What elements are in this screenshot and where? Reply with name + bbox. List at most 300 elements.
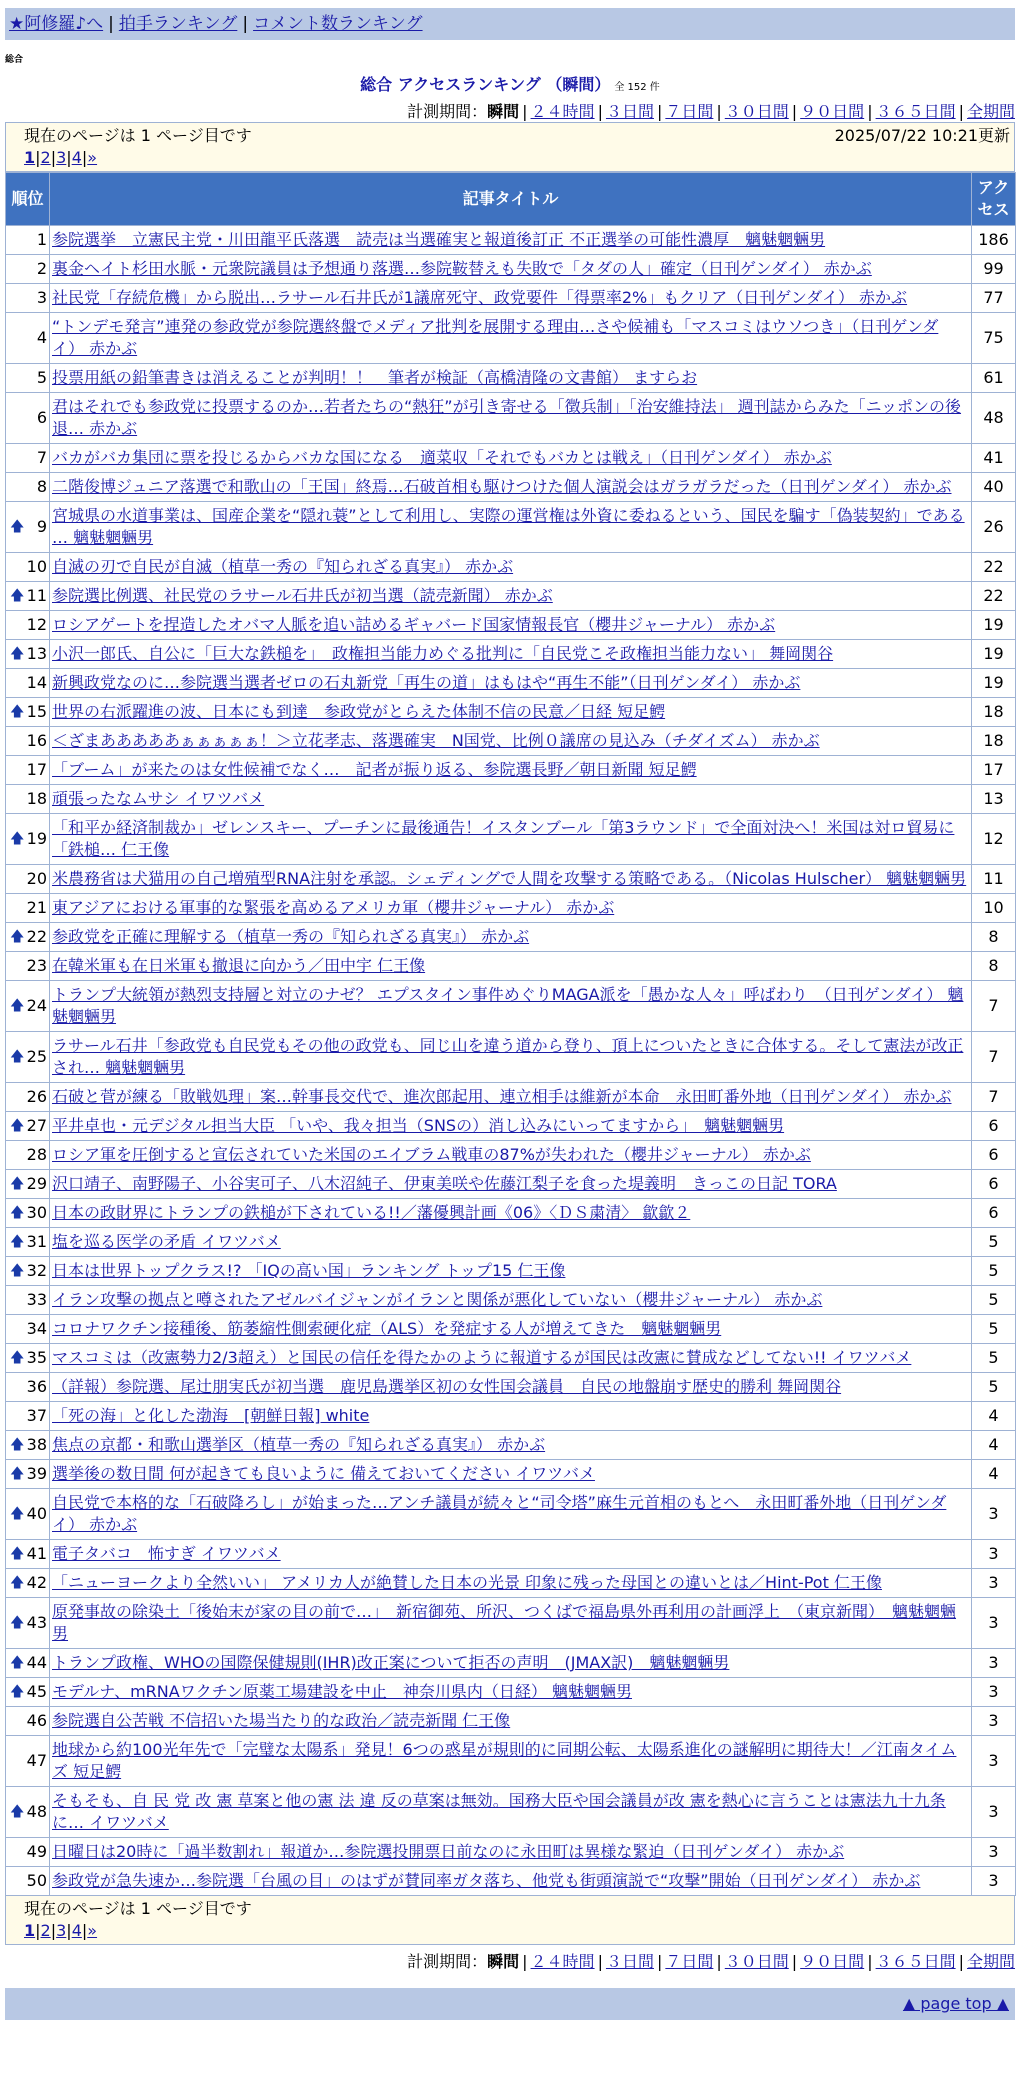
table-row: [6, 785, 1016, 814]
period-separator: |: [716, 1952, 722, 1971]
rank-number: 47: [26, 1751, 47, 1770]
article-link[interactable]: トランプ政権、WHOの国際保健規則(IHR)改正案について拒否の声明 (JMAX訳) 魑魅魍魎男: [52, 1653, 730, 1672]
up-arrow-icon: 🡅: [10, 1684, 25, 1700]
title-cell: [50, 952, 972, 981]
article-link[interactable]: 裏金ヘイト杉田水脈・元衆院議員は予想通り落選…参院鞍替えも失敗で「タダの人」確定（日刊ゲンダイ） 赤かぶ: [52, 259, 872, 278]
period-link[interactable]: ７日間: [665, 102, 714, 121]
title-cell: [50, 1402, 972, 1431]
up-arrow-icon: 🡅: [10, 1546, 25, 1562]
title-cell: [50, 1736, 972, 1787]
rank-number: 5: [36, 368, 47, 387]
rank-number: 7: [36, 448, 47, 467]
rank-number: 15: [26, 702, 47, 721]
article-link[interactable]: そもそも、自 民 党 改 憲 草案と他の憲 法 違 反の草案は無効。国務大臣や国会議員が改 憲を熱心に言うことは憲法九十九条に… イワツバメ: [52, 1791, 946, 1832]
rank-cell: [6, 1373, 50, 1402]
rank-number: 38: [26, 1435, 47, 1454]
article-link[interactable]: マスコミは（改憲勢力2/3超え）と国民の信任を得たかのように報道するが国民は改憲に賛成などしてない!! イワツバメ: [52, 1348, 912, 1367]
period-separator: |: [716, 102, 722, 121]
rank-number: 21: [26, 898, 47, 917]
rank-cell: [6, 1083, 50, 1112]
rank-cell: [6, 669, 50, 698]
article-link[interactable]: 日曜日は20時に「過半数割れ」報道か…参院選投開票日前なのに永田町は異様な緊迫（日刊ゲンダイ） 赤かぶ: [52, 1842, 845, 1861]
access-count: 4: [972, 1402, 1016, 1431]
article-link[interactable]: 社民党「存続危機」から脱出…ラサール石井氏が1議席死守、政党要件「得票率2%」もクリア（日刊ゲンダイ） 赤かぶ: [52, 288, 908, 307]
period-link[interactable]: ９０日間: [800, 1952, 865, 1971]
rank-number: 42: [26, 1573, 47, 1592]
period-separator: |: [522, 102, 528, 121]
period-selector-bottom: [5, 1949, 1015, 1972]
pager-status-row: [24, 1898, 1010, 1920]
title-cell: [50, 981, 972, 1032]
access-count: 19: [972, 611, 1016, 640]
rank-number: 41: [26, 1544, 47, 1563]
access-count: 11: [972, 865, 1016, 894]
title-cell: [50, 284, 972, 313]
access-count: 10: [972, 894, 1016, 923]
access-count: 5: [972, 1257, 1016, 1286]
table-row: [6, 952, 1016, 981]
period-link[interactable]: 全期間: [966, 102, 1015, 121]
access-count: 4: [972, 1431, 1016, 1460]
period-link[interactable]: ２４時間: [530, 1952, 595, 1971]
rank-number: 29: [26, 1174, 47, 1193]
up-arrow-icon: 🡅: [10, 1234, 25, 1250]
clap-ranking-link[interactable]: 拍手ランキング: [118, 14, 238, 34]
article-link[interactable]: 新興政党なのに…参院選当選者ゼロの石丸新党「再生の道」はもはや“再生不能”（日刊ゲンダイ） 赤かぶ: [52, 673, 801, 692]
table-header-row: [6, 173, 1016, 226]
page-link[interactable]: 2: [40, 148, 51, 167]
period-separator: |: [597, 1952, 603, 1971]
article-link[interactable]: 「ニューヨークより全然いい」 アメリカ人が絶賛した日本の光景 印象に残った母国との違いとは／Hint-Pot 仁王像: [52, 1573, 882, 1592]
article-link[interactable]: ラサール石井「参政党も自民党もその他の政党も、同じ山を違う道から登り、頂上についたときに合体する。そして憲法が改正され… 魑魅魍魎男: [52, 1036, 964, 1077]
rank-cell: [6, 582, 50, 611]
access-count: 22: [972, 553, 1016, 582]
access-count: 5: [972, 1286, 1016, 1315]
article-link[interactable]: 東アジアにおける軍事的な緊張を高めるアメリカ軍（櫻井ジャーナル） 赤かぶ: [52, 898, 615, 917]
article-link[interactable]: 焦点の京都・和歌山選挙区（植草一秀の『知られざる真実』） 赤かぶ: [52, 1435, 546, 1454]
table-row: [6, 756, 1016, 785]
article-link[interactable]: イラン攻撃の拠点と噂されたアゼルバイジャンがイランと関係が悪化していない（櫻井ジャーナル） 赤かぶ: [52, 1290, 823, 1309]
page-link[interactable]: »: [87, 148, 98, 167]
article-link[interactable]: モデルナ、mRNAワクチン原薬工場建設を中止 神奈川県内（日経） 魑魅魍魎男: [52, 1682, 632, 1701]
rank-cell: [6, 226, 50, 255]
rank-number: 22: [26, 927, 47, 946]
table-row: [6, 1460, 1016, 1489]
rank-number: 23: [26, 956, 47, 975]
up-arrow-icon: 🡅: [10, 1466, 25, 1482]
table-row: [6, 640, 1016, 669]
rank-number: 50: [26, 1871, 47, 1890]
rank-number: 19: [26, 829, 47, 848]
rank-cell: [6, 255, 50, 284]
article-link[interactable]: バカがバカ集団に票を投じるからバカな国になる 適菜収「それでもバカとは戦え」（日刊ゲンダイ） 赤かぶ: [52, 448, 832, 467]
table-row: [6, 923, 1016, 952]
page-link[interactable]: 1: [24, 148, 36, 167]
period-link[interactable]: 全期間: [966, 1952, 1015, 1971]
rank-cell: [6, 1787, 50, 1838]
rank-number: 14: [26, 673, 47, 692]
article-link[interactable]: 沢口靖子、南野陽子、小谷実可子、八木沼純子、伊東美咲や佐藤江梨子を食った堤義明 きっこの日記 TORA: [52, 1174, 837, 1193]
table-row: [6, 814, 1016, 865]
table-row: [6, 553, 1016, 582]
title-cell: [50, 502, 972, 553]
title-cell: [50, 756, 972, 785]
title-cell: [50, 1170, 972, 1199]
rank-cell: [6, 473, 50, 502]
table-row: [6, 1032, 1016, 1083]
rank-cell: [6, 1736, 50, 1787]
page-link[interactable]: »: [87, 1921, 98, 1940]
table-row: [6, 444, 1016, 473]
pager-status: 現在のページは 1 ページ目です: [24, 126, 252, 145]
title-cell: [50, 1598, 972, 1649]
rank-cell: [6, 923, 50, 952]
title-cell: [50, 1707, 972, 1736]
title-cell: [50, 923, 972, 952]
article-link[interactable]: 「和平か経済制裁か」ゼレンスキー、プーチンに最後通告！イスタンブール「第3ラウンド」で全面対決へ！米国は対ロ貿易に「鉄槌… 仁王像: [52, 818, 955, 859]
article-link[interactable]: ロシアゲートを捏造したオバマ人脈を追い詰めるギャバード国家情報長官（櫻井ジャーナル） 赤かぶ: [52, 615, 776, 634]
access-count: 6: [972, 1170, 1016, 1199]
title-cell: [50, 255, 972, 284]
access-count: 8: [972, 952, 1016, 981]
table-row: [6, 1228, 1016, 1257]
up-arrow-icon: 🡅: [10, 1350, 25, 1366]
rank-number: 48: [26, 1802, 47, 1821]
up-arrow-icon: 🡅: [10, 998, 25, 1014]
rank-number: 39: [26, 1464, 47, 1483]
article-link[interactable]: 塩を巡る医学の矛盾 イワツバメ: [52, 1232, 281, 1251]
article-link[interactable]: 選挙後の数日間 何が起きても良いように 備えておいてください イワツバメ: [52, 1464, 595, 1483]
rank-number: 3: [36, 288, 47, 307]
title-cell: [50, 582, 972, 611]
access-count: 3: [972, 1736, 1016, 1787]
nav-separator: |: [108, 14, 114, 34]
rank-cell: [6, 1257, 50, 1286]
table-row: [6, 1112, 1016, 1141]
period-selector: [5, 99, 1015, 122]
article-link[interactable]: 米農務省は犬猫用の自己増殖型RNA注射を承認。シェディングで人間を攻撃する策略である。（Nicolas Hulscher） 魑魅魍魎男: [52, 869, 967, 888]
pager-separator: |: [50, 148, 57, 167]
article-link[interactable]: 「ブーム」が来たのは女性候補でなく… 記者が振り返る、参院選長野／朝日新聞 短足鰐: [52, 760, 697, 779]
section-label: 総合: [5, 55, 24, 65]
title-cell: [50, 1373, 972, 1402]
article-link[interactable]: 世界の右派躍進の波、日本にも到達 参政党がとらえた体制不信の民意／日経 短足鰐: [52, 702, 666, 721]
title-cell: [50, 1489, 972, 1540]
access-count: 3: [972, 1489, 1016, 1540]
period-separator: |: [791, 1952, 798, 1971]
rank-cell: [6, 1489, 50, 1540]
rank-cell: [6, 785, 50, 814]
rank-number: 18: [26, 789, 47, 808]
page-top-link[interactable]: ▲ page top ▲: [902, 1994, 1009, 2013]
pager-bottom: [5, 1896, 1015, 1945]
page-link[interactable]: 4: [71, 148, 82, 167]
article-link[interactable]: 自滅の刃で自民が自滅（植草一秀の『知られざる真実』） 赤かぶ: [52, 557, 514, 576]
title-cell: [50, 1867, 972, 1896]
title-cell: [50, 1315, 972, 1344]
ranking-table: [5, 172, 1016, 1896]
rank-cell: [6, 1402, 50, 1431]
table-row: [6, 865, 1016, 894]
up-arrow-icon: 🡅: [10, 1263, 25, 1279]
access-count: 7: [972, 981, 1016, 1032]
title-cell: [50, 1199, 972, 1228]
footer-bar: [5, 1988, 1015, 2020]
pager-separator: |: [66, 1921, 72, 1940]
title-cell: [50, 640, 972, 669]
title-cell: [50, 1431, 972, 1460]
rank-number: 6: [36, 408, 47, 427]
article-link[interactable]: 「死の海」と化した渤海 [朝鮮日報] white: [52, 1406, 370, 1425]
rank-cell: [6, 611, 50, 640]
access-count: 18: [972, 727, 1016, 756]
page-link[interactable]: 4: [71, 1921, 82, 1940]
table-row: [6, 1344, 1016, 1373]
article-link[interactable]: 投票用紙の鉛筆書きは消えることが判明！！ 筆者が検証（高橋清隆の文書館） ますらお: [52, 368, 698, 387]
period-link[interactable]: ９０日間: [800, 102, 865, 121]
access-count: 5: [972, 1315, 1016, 1344]
title-cell: [50, 865, 972, 894]
title-cell: [50, 1344, 972, 1373]
access-count: 61: [972, 364, 1016, 393]
title-cell: [50, 1569, 972, 1598]
access-count: 3: [972, 1540, 1016, 1569]
table-row: [6, 727, 1016, 756]
period-label: 計測期間：: [407, 1952, 488, 1971]
table-row: [6, 1678, 1016, 1707]
up-arrow-icon: 🡅: [10, 704, 25, 720]
up-arrow-icon: 🡅: [10, 831, 25, 847]
comment-ranking-link[interactable]: コメント数ランキング: [253, 14, 423, 34]
access-count: 7: [972, 1032, 1016, 1083]
article-link[interactable]: 宮城県の水道事業は、国産企業を“隠れ蓑”として利用し、実際の運営権は外資に委ねるという、国民を騙す「偽装契約」である … 魑魅魍魎男: [52, 506, 965, 547]
article-link[interactable]: 平井卓也・元デジタル担当大臣 「いや、我々担当（SNSの）消し込みにいってますから」 魑魅魍魎男: [52, 1116, 785, 1135]
rank-number: 4: [36, 328, 47, 347]
rank-number: 40: [26, 1504, 47, 1523]
access-count: 3: [972, 1678, 1016, 1707]
table-row: [6, 284, 1016, 313]
up-arrow-icon: 🡅: [10, 1615, 25, 1631]
article-link[interactable]: 石破と菅が練る「敗戦処理」案…幹事長交代で、進次郎起用、連立相手は維新が本命 永田町番外地（日刊ゲンダイ） 赤かぶ: [52, 1087, 952, 1106]
up-arrow-icon: 🡅: [10, 1506, 25, 1522]
access-count: 6: [972, 1141, 1016, 1170]
period-separator: |: [958, 102, 964, 121]
up-arrow-icon: 🡅: [10, 646, 25, 662]
table-row: [6, 393, 1016, 444]
rank-cell: [6, 1431, 50, 1460]
up-arrow-icon: 🡅: [10, 1575, 25, 1591]
access-count: 3: [972, 1598, 1016, 1649]
rank-cell: [6, 814, 50, 865]
rank-cell: [6, 727, 50, 756]
period-separator: |: [867, 1952, 873, 1971]
rank-number: 35: [26, 1348, 47, 1367]
access-count: 5: [972, 1344, 1016, 1373]
pager-links: [24, 147, 1010, 169]
rank-cell: [6, 1032, 50, 1083]
article-link[interactable]: 日本は世界トップクラス!? 「IQの高い国」ランキング トップ15 仁王像: [52, 1261, 566, 1280]
article-link[interactable]: 自民党で本格的な「石破降ろし」が始まった…アンチ議員が続々と“司令塔”麻生元首相のもとへ 永田町番外地（日刊ゲンダイ） 赤かぶ: [52, 1493, 947, 1534]
article-link[interactable]: 君はそれでも参政党に投票するのか…若者たちの“熱狂”が引き寄せる「徴兵制」「治安維持法」 週刊誌からみた「ニッポンの後退… 赤かぶ: [52, 397, 962, 438]
period-separator: |: [867, 102, 873, 121]
access-count: 13: [972, 785, 1016, 814]
article-link[interactable]: 頑張ったなムサシ イワツバメ: [52, 789, 265, 808]
article-link[interactable]: “トンデモ発言”連発の参政党が参院選終盤でメディア批判を展開する理由…さや候補も「マスコミはウソつき」（日刊ゲンダイ） 赤かぶ: [52, 317, 939, 358]
period-link[interactable]: ３０日間: [724, 102, 789, 121]
page-link[interactable]: 3: [56, 1921, 67, 1940]
access-count: 12: [972, 814, 1016, 865]
access-count: 7: [972, 1083, 1016, 1112]
title-cell: [50, 1286, 972, 1315]
rank-number: 1: [36, 230, 47, 249]
rank-number: 37: [26, 1406, 47, 1425]
access-count: 3: [972, 1838, 1016, 1867]
access-count: 48: [972, 393, 1016, 444]
up-arrow-icon: 🡅: [10, 1176, 25, 1192]
title-cell: [50, 727, 972, 756]
table-row: [6, 1569, 1016, 1598]
rank-number: 46: [26, 1711, 47, 1730]
rank-number: 36: [26, 1377, 47, 1396]
rank-cell: [6, 284, 50, 313]
table-row: [6, 1867, 1016, 1896]
article-link[interactable]: 参院選自公苦戦 不信招いた場当たり的な政治／読売新聞 仁王像: [52, 1711, 511, 1730]
rank-number: 45: [26, 1682, 47, 1701]
period-link[interactable]: ３日間: [605, 1952, 654, 1971]
rank-cell: [6, 313, 50, 364]
article-link[interactable]: 小沢一郎氏、自公に「巨大な鉄槌を」 政権担当能力めぐる批判に「自民党こそ政権担当能力ない」 舞岡関谷: [52, 644, 834, 663]
period-separator: |: [656, 1952, 663, 1971]
article-link[interactable]: 参政党が急失速か…参院選「台風の目」のはずが賛同率ガタ落ち、他党も街頭演説で“攻撃”開始（日刊ゲンダイ） 赤かぶ: [52, 1871, 921, 1890]
up-arrow-icon: 🡅: [10, 519, 25, 535]
title-cell: [50, 1112, 972, 1141]
page-link[interactable]: 2: [40, 1921, 51, 1940]
up-arrow-icon: 🡅: [10, 1049, 25, 1065]
rank-cell: [6, 640, 50, 669]
table-row: [6, 1402, 1016, 1431]
period-link[interactable]: ３６５日間: [875, 1952, 956, 1971]
pager-separator: |: [35, 1921, 41, 1940]
table-row: [6, 1838, 1016, 1867]
rank-number: 34: [26, 1319, 47, 1338]
table-row: [6, 1598, 1016, 1649]
article-link[interactable]: 日本の政財界にトランプの鉄槌が下されている!!／藩優興計画《06》〈ＤＳ粛清〉 歙歙２: [52, 1203, 691, 1222]
article-link[interactable]: 原発事故の除染土「後始末が家の目の前で…」 新宿御苑、所沢、つくばで福島県外再利用の計画浮上 （東京新聞） 魑魅魍魎男: [52, 1602, 957, 1643]
title-cell: [50, 553, 972, 582]
rank-cell: [6, 952, 50, 981]
article-link[interactable]: ロシア軍を圧倒すると宣伝されていた米国のエイブラム戦車の87%が失われた（櫻井ジャーナル） 赤かぶ: [52, 1145, 811, 1164]
table-row: [6, 1649, 1016, 1678]
article-link[interactable]: （詳報）参院選、尾辻朋実氏が初当選 鹿児島選挙区初の女性国会議員 自民の地盤崩す歴史的勝利 舞岡関谷: [52, 1377, 842, 1396]
table-row: [6, 1141, 1016, 1170]
period-link[interactable]: ３６５日間: [875, 102, 956, 121]
title-cell: [50, 1083, 972, 1112]
table-row: [6, 1315, 1016, 1344]
table-row: [6, 1736, 1016, 1787]
period-current: 瞬間: [487, 102, 520, 121]
rank-number: 25: [26, 1047, 47, 1066]
table-row: [6, 502, 1016, 553]
table-row: [6, 698, 1016, 727]
article-link[interactable]: 在韓米軍も在日米軍も撤退に向かう／田中宇 仁王像: [52, 956, 426, 975]
article-link[interactable]: 参院選比例選、社民党のラサール石井氏が初当選（読売新聞） 赤かぶ: [52, 586, 553, 605]
table-row: [6, 1170, 1016, 1199]
title-cell: [50, 1678, 972, 1707]
period-link[interactable]: ３０日間: [724, 1952, 789, 1971]
rank-number: 12: [26, 615, 47, 634]
pager-separator: |: [81, 1921, 88, 1940]
period-separator: |: [597, 102, 603, 121]
access-count: 26: [972, 502, 1016, 553]
article-link[interactable]: 参院選挙 立憲民主党・川田龍平氏落選 読売は当選確実と報道後訂正 不正選挙の可能性濃厚 魑魅魍魎男: [52, 230, 826, 249]
period-link[interactable]: ２４時間: [530, 102, 595, 121]
table-row: [6, 894, 1016, 923]
rank-cell: [6, 1228, 50, 1257]
up-arrow-icon: 🡅: [10, 1205, 25, 1221]
rank-cell: [6, 1540, 50, 1569]
article-link[interactable]: 地球から約100光年先で「完璧な太陽系」発見！6つの惑星が規則的に同期公転、太陽系進化の謎解明に期待大！／江南タイムズ 短足鰐: [52, 1740, 957, 1781]
title-cell: [50, 698, 972, 727]
rank-cell: [6, 981, 50, 1032]
rank-number: 49: [26, 1842, 47, 1861]
access-count: 19: [972, 669, 1016, 698]
rank-cell: [6, 1286, 50, 1315]
rank-number: 27: [26, 1116, 47, 1135]
title-cell: [50, 1257, 972, 1286]
up-arrow-icon: 🡅: [10, 1437, 25, 1453]
home-link[interactable]: ★阿修羅♪へ: [9, 14, 104, 34]
title-cell: [50, 611, 972, 640]
rank-number: 20: [26, 869, 47, 888]
period-separator: |: [791, 102, 798, 121]
rank-number: 10: [26, 557, 47, 576]
rank-cell: [6, 444, 50, 473]
rank-cell: [6, 1867, 50, 1896]
access-count: 3: [972, 1707, 1016, 1736]
page-link[interactable]: 3: [56, 148, 67, 167]
title-cell: [50, 1228, 972, 1257]
rank-number: 11: [26, 586, 47, 605]
article-link[interactable]: コロナワクチン接種後、筋萎縮性側索硬化症（ALS）を発症する人が増えてきた 魑魅魍魎男: [52, 1319, 722, 1338]
pager-separator: |: [81, 148, 88, 167]
title-cell: [50, 226, 972, 255]
article-link[interactable]: ＜ざまあああああぁぁぁぁぁ！＞立花孝志、落選確実 N国党、比例０議席の見込み（チダイズム） 赤かぶ: [52, 731, 820, 750]
access-header: アクセス: [972, 173, 1016, 226]
table-row: [6, 611, 1016, 640]
period-link[interactable]: ７日間: [665, 1952, 714, 1971]
title-cell: [50, 785, 972, 814]
title-cell: [50, 364, 972, 393]
period-link[interactable]: ３日間: [605, 102, 654, 121]
rank-cell: [6, 1141, 50, 1170]
page-link[interactable]: 1: [24, 1921, 36, 1940]
access-count: 40: [972, 473, 1016, 502]
article-link[interactable]: 電子タバコ 怖すぎ イワツバメ: [52, 1544, 281, 1563]
access-count: 3: [972, 1867, 1016, 1896]
article-link[interactable]: 二階俊博ジュニア落選で和歌山の「王国」終焉…石破首相も駆けつけた個人演説会はガラガラだった（日刊ゲンダイ） 赤かぶ: [52, 477, 952, 496]
title-cell: [50, 1838, 972, 1867]
rank-header: 順位: [6, 173, 50, 226]
rank-cell: [6, 1344, 50, 1373]
article-link[interactable]: 参政党を正確に理解する（植草一秀の『知られざる真実』） 赤かぶ: [52, 927, 530, 946]
rank-cell: [6, 1707, 50, 1736]
table-row: [6, 1489, 1016, 1540]
article-link[interactable]: トランプ大統領が熱烈支持層と対立のナゼ？ エプスタイン事件めぐりMAGA派を「愚かな人々」呼ばわり （日刊ゲンダイ） 魑魅魍魎男: [52, 985, 964, 1026]
table-row: [6, 1286, 1016, 1315]
rank-cell: [6, 1598, 50, 1649]
rank-cell: [6, 865, 50, 894]
rank-cell: [6, 1170, 50, 1199]
